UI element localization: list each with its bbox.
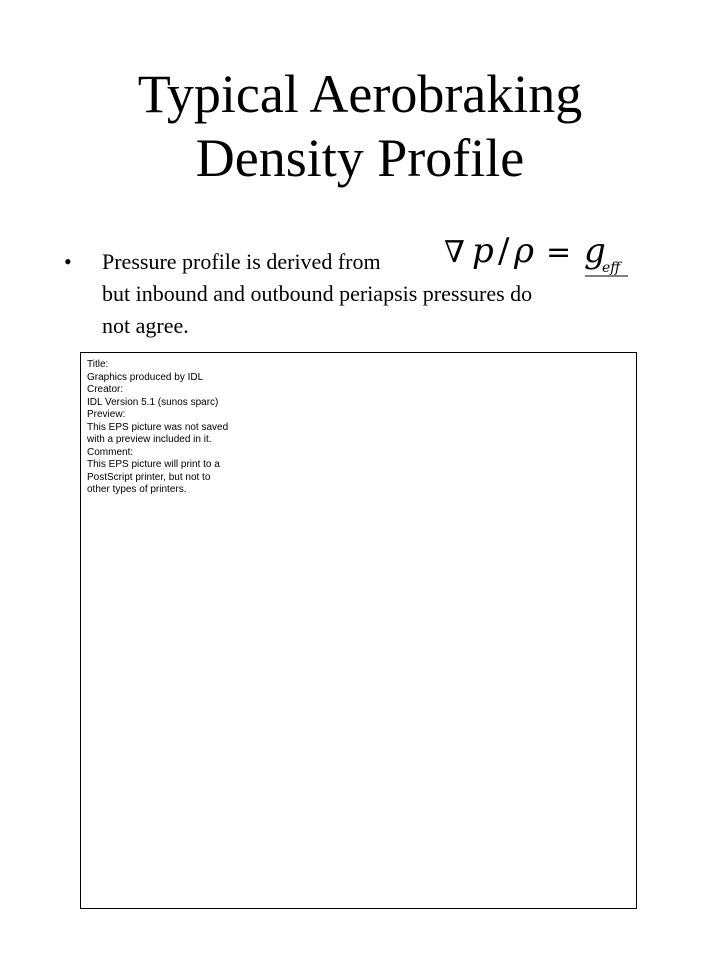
bullet-line-1 [102,231,642,278]
eps-info-line: PostScript printer, but not to [87,471,211,483]
eps-preview-placeholder [80,352,637,909]
eps-info-line: Comment: [87,446,134,458]
title-line-1: Typical Aerobraking [137,64,583,124]
eps-info-line: with a preview included in it. [87,434,212,445]
pressure-formula [442,228,632,280]
eps-info-line: This EPS picture will print to a [87,459,220,470]
eps-info-line: IDL Version 5.1 (sunos sparc) [87,396,219,408]
formula-rho: ρ [514,231,534,271]
formula-nabla: ∇ [444,235,465,270]
eps-info-text [87,359,228,497]
slide-title [0,62,720,190]
eps-info-line: This EPS picture was not saved [87,421,229,433]
bullet-line-1-text: Pressure profile is derived from [102,249,381,274]
eps-info-line: Preview: [87,409,126,420]
bullet-text [102,231,642,342]
eps-info-line: Creator: [87,384,124,395]
title-line-2: Density Profile [195,128,525,188]
formula-equals: = [546,235,572,270]
formula-slash: / [498,231,510,271]
bullet-line-3: not agree. [102,313,189,338]
bullet-line-2: but inbound and outbound periapsis pressures do [102,281,533,306]
formula-g: g [584,231,606,271]
eps-info-line: Graphics produced by IDL [87,371,204,383]
formula-p: p [472,231,494,271]
eps-info-line: Title: [87,359,109,370]
bullet-marker: • [64,249,72,274]
eps-info-line: other types of printers. [87,484,187,495]
formula-subscript: eff [602,260,621,276]
